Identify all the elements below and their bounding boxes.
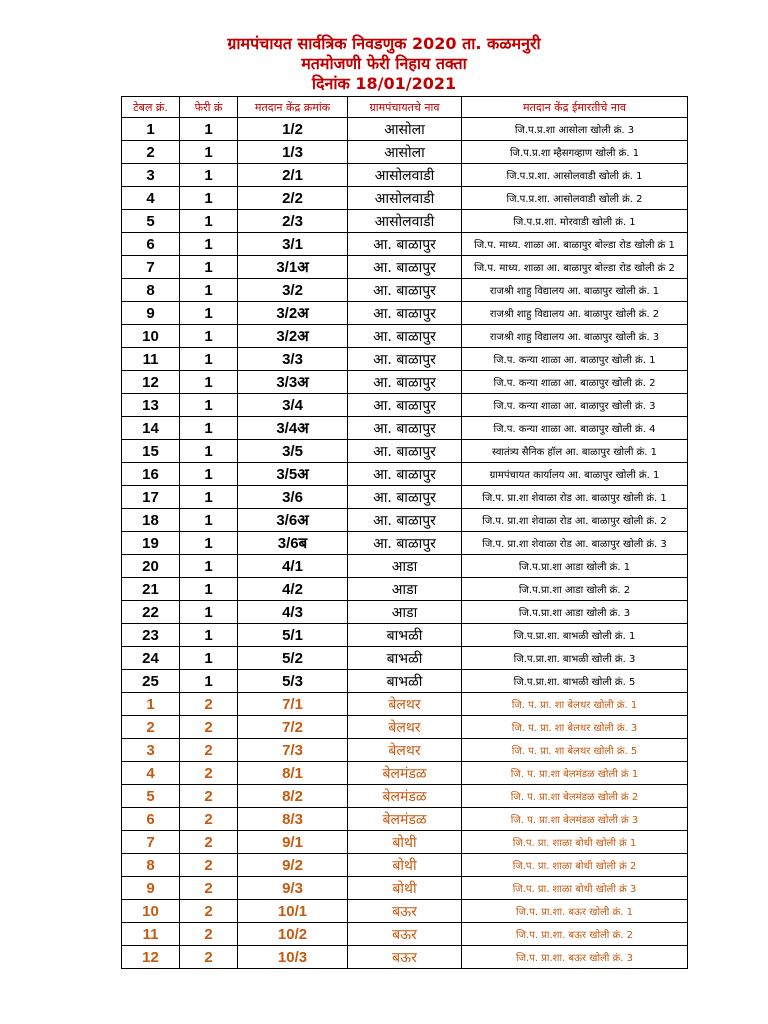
- table-row: [122, 187, 688, 210]
- table-row: [122, 164, 688, 187]
- cell-table-no: 7: [122, 256, 180, 279]
- cell-village-name: आडा: [348, 601, 462, 624]
- cell-table-no: 17: [122, 486, 180, 509]
- cell-booth-no: 10/2: [238, 923, 348, 946]
- table-row: [122, 854, 688, 877]
- cell-round-no: 1: [180, 371, 238, 394]
- cell-village-name: आडा: [348, 578, 462, 601]
- cell-booth-no: 9/3: [238, 877, 348, 900]
- cell-village-name: आ. बाळापुर: [348, 486, 462, 509]
- cell-round-no: 1: [180, 440, 238, 463]
- cell-village-name: आसोला: [348, 118, 462, 141]
- cell-building-name: जि.प. माध्य. शाळा आ. बाळापुर बोल्डा रोड खोली क्रं 1: [462, 233, 688, 256]
- cell-round-no: 1: [180, 509, 238, 532]
- cell-building-name: जि.प. प्रा.शा. बऊर खोली क्रं. 1: [462, 900, 688, 923]
- cell-building-name: जि.प. प्रा. शाळा बोथी खोली क्रं 2: [462, 854, 688, 877]
- cell-round-no: 1: [180, 417, 238, 440]
- cell-village-name: आ. बाळापुर: [348, 325, 462, 348]
- cell-building-name: जि.प.प्रा.शा आडा खोली क्रं. 1: [462, 555, 688, 578]
- cell-table-no: 4: [122, 762, 180, 785]
- cell-village-name: बऊर: [348, 900, 462, 923]
- table-body: [122, 118, 688, 969]
- cell-building-name: जि.प. प्रा.शा शेवाळा रोड आ. बाळापुर खोली क्रं. 3: [462, 532, 688, 555]
- cell-round-no: 1: [180, 647, 238, 670]
- column-header-table-no: टेबल क्रं.: [122, 97, 180, 118]
- cell-booth-no: 2/2: [238, 187, 348, 210]
- cell-booth-no: 3/6अ: [238, 509, 348, 532]
- cell-booth-no: 8/1: [238, 762, 348, 785]
- cell-table-no: 20: [122, 555, 180, 578]
- cell-table-no: 6: [122, 233, 180, 256]
- cell-round-no: 2: [180, 785, 238, 808]
- cell-booth-no: 7/1: [238, 693, 348, 716]
- cell-building-name: जि.प. कन्या शाळा आ. बाळापुर खोली क्रं. 2: [462, 371, 688, 394]
- table-row: [122, 601, 688, 624]
- cell-table-no: 4: [122, 187, 180, 210]
- cell-table-no: 10: [122, 900, 180, 923]
- cell-booth-no: 4/3: [238, 601, 348, 624]
- cell-round-no: 2: [180, 946, 238, 969]
- table-row: [122, 463, 688, 486]
- cell-building-name: जि.प. माध्य. शाळा आ. बाळापुर बोल्डा रोड खोली क्रं 2: [462, 256, 688, 279]
- table-row: [122, 923, 688, 946]
- cell-building-name: जि.प. कन्या शाळा आ. बाळापुर खोली क्रं. 4: [462, 417, 688, 440]
- cell-table-no: 12: [122, 946, 180, 969]
- cell-booth-no: 5/1: [238, 624, 348, 647]
- table-row: [122, 210, 688, 233]
- cell-table-no: 2: [122, 716, 180, 739]
- cell-table-no: 15: [122, 440, 180, 463]
- cell-building-name: जि.प.प्रा.शा. बाभळी खोली क्रं. 1: [462, 624, 688, 647]
- cell-table-no: 1: [122, 118, 180, 141]
- cell-table-no: 5: [122, 210, 180, 233]
- cell-round-no: 1: [180, 325, 238, 348]
- cell-booth-no: 3/5: [238, 440, 348, 463]
- cell-round-no: 1: [180, 210, 238, 233]
- cell-round-no: 2: [180, 877, 238, 900]
- table-row: [122, 279, 688, 302]
- column-header-building-name: मतदान केंद्र ईमारतीचे नाव: [462, 97, 688, 118]
- document-title: ग्रामपंचायत सार्वत्रिक निवडणुक 2020 ता. कळमनुरी: [227, 34, 541, 53]
- table-row: [122, 624, 688, 647]
- table-row: [122, 532, 688, 555]
- cell-table-no: 11: [122, 923, 180, 946]
- cell-building-name: जि.प. प्रा.शा. बऊर खोली क्रं. 2: [462, 923, 688, 946]
- cell-building-name: जि.प. प्रा. शाळा बोथी खोली क्रं 1: [462, 831, 688, 854]
- cell-round-no: 2: [180, 808, 238, 831]
- cell-round-no: 1: [180, 601, 238, 624]
- cell-building-name: जि. प. प्रा.शा बेलमंडळ खोली क्रं 1: [462, 762, 688, 785]
- table-row: [122, 371, 688, 394]
- cell-booth-no: 3/1: [238, 233, 348, 256]
- document-header: [0, 34, 768, 94]
- table-row: [122, 440, 688, 463]
- cell-round-no: 1: [180, 141, 238, 164]
- cell-building-name: जि. प. प्रा. शा बेलथर खोली क्रं. 5: [462, 739, 688, 762]
- cell-building-name: जि. प. प्रा.शा बेलमंडळ खोली क्रं 2: [462, 785, 688, 808]
- cell-building-name: जि.प. प्रा.शा शेवाळा रोड आ. बाळापुर खोली क्रं. 1: [462, 486, 688, 509]
- cell-village-name: आ. बाळापुर: [348, 371, 462, 394]
- cell-village-name: बेलथर: [348, 693, 462, 716]
- cell-village-name: आ. बाळापुर: [348, 417, 462, 440]
- cell-round-no: 1: [180, 233, 238, 256]
- table-row: [122, 394, 688, 417]
- cell-round-no: 1: [180, 187, 238, 210]
- cell-booth-no: 3/6ब: [238, 532, 348, 555]
- cell-village-name: आ. बाळापुर: [348, 279, 462, 302]
- cell-booth-no: 10/3: [238, 946, 348, 969]
- table-row: [122, 670, 688, 693]
- cell-booth-no: 1/3: [238, 141, 348, 164]
- cell-round-no: 1: [180, 164, 238, 187]
- cell-building-name: राजश्री शाहु विद्यालय आ. बाळापुर खोली क्रं. 1: [462, 279, 688, 302]
- cell-round-no: 2: [180, 716, 238, 739]
- cell-building-name: जि.प. कन्या शाळा आ. बाळापुर खोली क्रं. 3: [462, 394, 688, 417]
- table-header-row: [122, 97, 688, 118]
- cell-village-name: बाभळी: [348, 624, 462, 647]
- cell-booth-no: 8/3: [238, 808, 348, 831]
- cell-building-name: जि.प. प्रा.शा शेवाळा रोड आ. बाळापुर खोली क्रं. 2: [462, 509, 688, 532]
- table-row: [122, 555, 688, 578]
- cell-building-name: जि.प.प्रा.शा. बाभळी खोली क्रं. 5: [462, 670, 688, 693]
- cell-village-name: बोथी: [348, 877, 462, 900]
- cell-building-name: जि.प.प्र.शा आसोला खोली क्रं. 3: [462, 118, 688, 141]
- cell-table-no: 23: [122, 624, 180, 647]
- table-row: [122, 808, 688, 831]
- cell-building-name: जि. प. प्रा.शा बेलमंडळ खोली क्रं 3: [462, 808, 688, 831]
- cell-round-no: 2: [180, 900, 238, 923]
- cell-round-no: 1: [180, 463, 238, 486]
- cell-booth-no: 4/2: [238, 578, 348, 601]
- cell-building-name: ग्रामपंचायत कार्यालय आ. बाळापुर खोली क्रं. 1: [462, 463, 688, 486]
- cell-round-no: 2: [180, 854, 238, 877]
- table-row: [122, 693, 688, 716]
- cell-round-no: 1: [180, 118, 238, 141]
- cell-table-no: 18: [122, 509, 180, 532]
- cell-village-name: बऊर: [348, 946, 462, 969]
- table-row: [122, 302, 688, 325]
- cell-village-name: आडा: [348, 555, 462, 578]
- table-row: [122, 256, 688, 279]
- table-row: [122, 325, 688, 348]
- cell-table-no: 9: [122, 877, 180, 900]
- cell-round-no: 2: [180, 831, 238, 854]
- cell-booth-no: 5/3: [238, 670, 348, 693]
- cell-table-no: 25: [122, 670, 180, 693]
- table-row: [122, 141, 688, 164]
- cell-booth-no: 2/1: [238, 164, 348, 187]
- table-row: [122, 348, 688, 371]
- cell-booth-no: 1/2: [238, 118, 348, 141]
- cell-table-no: 9: [122, 302, 180, 325]
- cell-table-no: 8: [122, 279, 180, 302]
- cell-booth-no: 3/1अ: [238, 256, 348, 279]
- cell-village-name: आ. बाळापुर: [348, 256, 462, 279]
- cell-booth-no: 5/2: [238, 647, 348, 670]
- column-header-round-no: फेरी क्रं: [180, 97, 238, 118]
- table-row: [122, 486, 688, 509]
- cell-building-name: स्वातंत्र्य सैनिक हॉल आ. बाळापुर खोली क्रं. 1: [462, 440, 688, 463]
- document-subtitle: मतमोजणी फेरी निहाय तक्ता: [301, 54, 467, 73]
- cell-building-name: जि.प.प्र.शा. आसोलवाडी खोली क्रं. 1: [462, 164, 688, 187]
- cell-round-no: 1: [180, 486, 238, 509]
- cell-table-no: 12: [122, 371, 180, 394]
- cell-round-no: 2: [180, 923, 238, 946]
- cell-village-name: आसोलवाडी: [348, 187, 462, 210]
- cell-village-name: बऊर: [348, 923, 462, 946]
- cell-village-name: आ. बाळापुर: [348, 394, 462, 417]
- cell-booth-no: 9/1: [238, 831, 348, 854]
- cell-table-no: 21: [122, 578, 180, 601]
- cell-round-no: 1: [180, 578, 238, 601]
- cell-booth-no: 3/2अ: [238, 302, 348, 325]
- cell-table-no: 1: [122, 693, 180, 716]
- cell-building-name: जि.प.प्र.शा. आसोलवाडी खोली क्रं. 2: [462, 187, 688, 210]
- table-row: [122, 739, 688, 762]
- cell-table-no: 11: [122, 348, 180, 371]
- table-row: [122, 946, 688, 969]
- cell-booth-no: 3/2अ: [238, 325, 348, 348]
- cell-village-name: बोथी: [348, 831, 462, 854]
- cell-village-name: आ. बाळापुर: [348, 348, 462, 371]
- cell-round-no: 2: [180, 739, 238, 762]
- cell-building-name: जि.प.प्रा.शा आडा खोली क्रं. 2: [462, 578, 688, 601]
- counting-round-table: [121, 96, 688, 969]
- cell-booth-no: 7/2: [238, 716, 348, 739]
- cell-round-no: 2: [180, 693, 238, 716]
- table-row: [122, 900, 688, 923]
- table-row: [122, 716, 688, 739]
- cell-round-no: 1: [180, 302, 238, 325]
- cell-booth-no: 9/2: [238, 854, 348, 877]
- cell-table-no: 13: [122, 394, 180, 417]
- cell-booth-no: 4/1: [238, 555, 348, 578]
- table-row: [122, 578, 688, 601]
- cell-table-no: 16: [122, 463, 180, 486]
- cell-building-name: जि.प. कन्या शाळा आ. बाळापुर खोली क्रं. 1: [462, 348, 688, 371]
- cell-village-name: बोथी: [348, 854, 462, 877]
- cell-building-name: जि.प.प्रा.शा. बाभळी खोली क्रं. 3: [462, 647, 688, 670]
- cell-round-no: 1: [180, 348, 238, 371]
- cell-village-name: बेलमंडळ: [348, 808, 462, 831]
- cell-building-name: राजश्री शाहु विद्यालय आ. बाळापुर खोली क्रं. 3: [462, 325, 688, 348]
- cell-village-name: बाभळी: [348, 670, 462, 693]
- cell-building-name: जि. प. प्रा. शा बेलथर खोली क्रं. 1: [462, 693, 688, 716]
- cell-round-no: 2: [180, 762, 238, 785]
- table-row: [122, 877, 688, 900]
- column-header-booth-no: मतदान केंद्र क्रमांक: [238, 97, 348, 118]
- cell-building-name: राजश्री शाहु विद्यालय आ. बाळापुर खोली क्रं. 2: [462, 302, 688, 325]
- cell-table-no: 2: [122, 141, 180, 164]
- cell-table-no: 6: [122, 808, 180, 831]
- cell-village-name: आसोलवाडी: [348, 210, 462, 233]
- cell-village-name: आ. बाळापुर: [348, 440, 462, 463]
- table-row: [122, 762, 688, 785]
- cell-building-name: जि.प. प्रा.शा. बऊर खोली क्रं. 3: [462, 946, 688, 969]
- table-row: [122, 233, 688, 256]
- cell-village-name: आ. बाळापुर: [348, 532, 462, 555]
- cell-village-name: आ. बाळापुर: [348, 302, 462, 325]
- cell-booth-no: 8/2: [238, 785, 348, 808]
- cell-building-name: जि.प.प्रा.शा आडा खोली क्रं. 3: [462, 601, 688, 624]
- cell-building-name: जि.प.प्र.शा म्हैसगव्हाण खोली क्रं. 1: [462, 141, 688, 164]
- cell-village-name: बेलथर: [348, 739, 462, 762]
- cell-round-no: 1: [180, 532, 238, 555]
- cell-table-no: 24: [122, 647, 180, 670]
- cell-booth-no: 2/3: [238, 210, 348, 233]
- document-date: दिनांक 18/01/2021: [311, 74, 457, 93]
- table-row: [122, 831, 688, 854]
- table-row: [122, 785, 688, 808]
- cell-building-name: जि. प. प्रा. शा बेलथर खोली क्रं. 3: [462, 716, 688, 739]
- cell-round-no: 1: [180, 394, 238, 417]
- cell-village-name: आसोला: [348, 141, 462, 164]
- cell-village-name: आ. बाळापुर: [348, 233, 462, 256]
- cell-booth-no: 3/2: [238, 279, 348, 302]
- cell-table-no: 3: [122, 164, 180, 187]
- table-row: [122, 509, 688, 532]
- cell-village-name: आसोलवाडी: [348, 164, 462, 187]
- cell-round-no: 1: [180, 279, 238, 302]
- cell-booth-no: 3/6: [238, 486, 348, 509]
- cell-village-name: आ. बाळापुर: [348, 463, 462, 486]
- cell-village-name: बेलथर: [348, 716, 462, 739]
- cell-booth-no: 3/5अ: [238, 463, 348, 486]
- cell-table-no: 3: [122, 739, 180, 762]
- cell-village-name: बेलमंडळ: [348, 785, 462, 808]
- column-header-village-name: ग्रामपंचायतचे नाव: [348, 97, 462, 118]
- cell-building-name: जि.प. प्रा. शाळा बोथी खोली क्रं 3: [462, 877, 688, 900]
- table-row: [122, 417, 688, 440]
- cell-booth-no: 3/4: [238, 394, 348, 417]
- cell-round-no: 1: [180, 555, 238, 578]
- table-row: [122, 118, 688, 141]
- cell-village-name: बाभळी: [348, 647, 462, 670]
- cell-village-name: बेलमंडळ: [348, 762, 462, 785]
- cell-booth-no: 3/3अ: [238, 371, 348, 394]
- cell-round-no: 1: [180, 624, 238, 647]
- cell-table-no: 10: [122, 325, 180, 348]
- cell-booth-no: 3/4अ: [238, 417, 348, 440]
- cell-table-no: 19: [122, 532, 180, 555]
- cell-village-name: आ. बाळापुर: [348, 509, 462, 532]
- cell-round-no: 1: [180, 670, 238, 693]
- cell-table-no: 8: [122, 854, 180, 877]
- cell-round-no: 1: [180, 256, 238, 279]
- cell-table-no: 7: [122, 831, 180, 854]
- cell-booth-no: 3/3: [238, 348, 348, 371]
- cell-table-no: 14: [122, 417, 180, 440]
- cell-booth-no: 10/1: [238, 900, 348, 923]
- cell-table-no: 5: [122, 785, 180, 808]
- table-row: [122, 647, 688, 670]
- cell-table-no: 22: [122, 601, 180, 624]
- cell-building-name: जि.प.प्र.शा. मोरवाडी खोली क्रं. 1: [462, 210, 688, 233]
- cell-booth-no: 7/3: [238, 739, 348, 762]
